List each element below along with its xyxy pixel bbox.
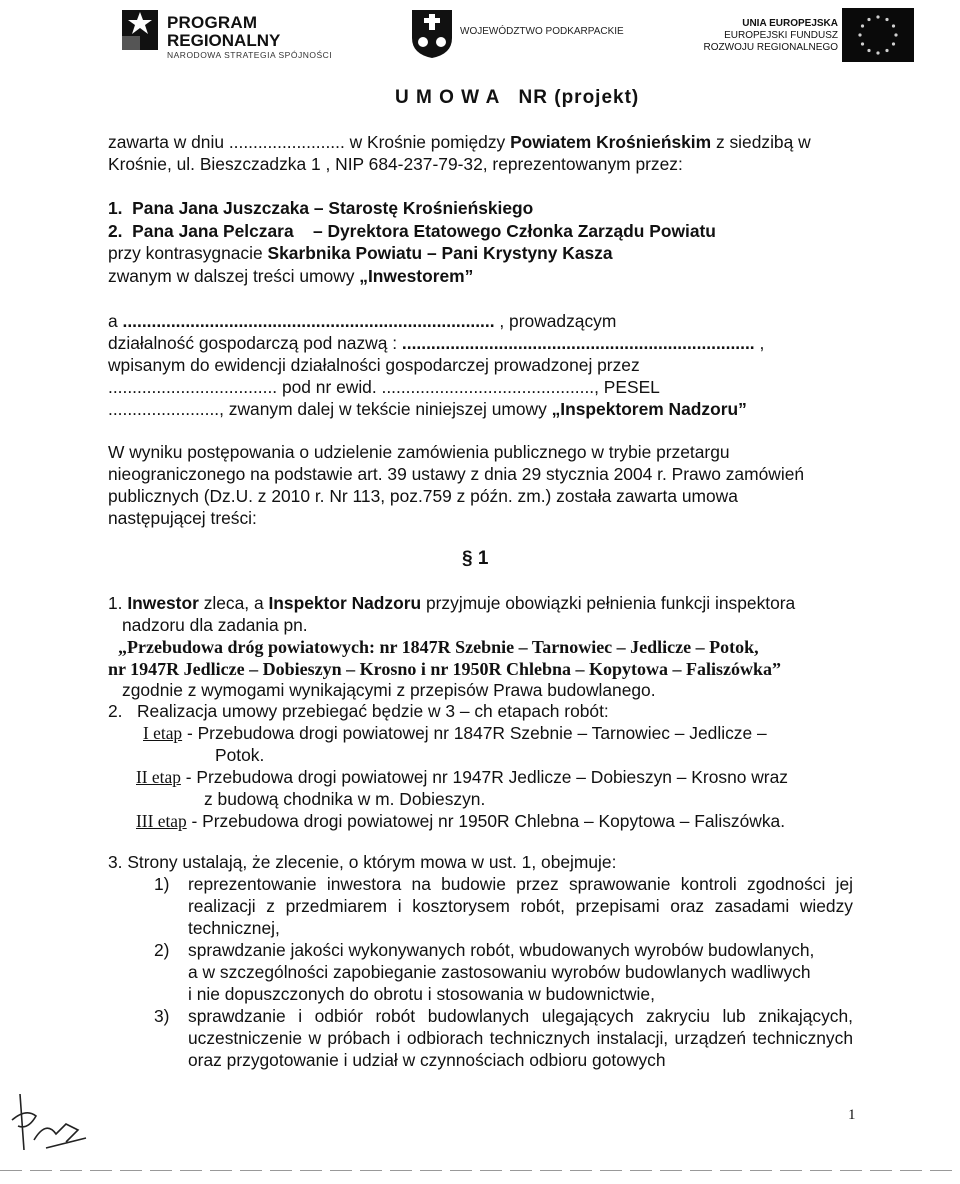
treasurer-name: Skarbnika Powiatu – Pani Krystyny Kasza (267, 243, 613, 263)
comma: , (754, 333, 765, 353)
page-bottom-border (0, 1170, 960, 1171)
stage-2-continuation: z budową chodnika w m. Dobieszyn. (204, 789, 486, 809)
point-1-text-b: przyjmuje obowiązki pełnienia funkcji inspektora (421, 593, 796, 613)
section-heading: § 1 (462, 548, 489, 569)
page-title: U M O W A NR (projekt) (395, 87, 640, 108)
basis-line-1: W wyniku postępowania o udzielenie zamówienia publicznego w trybie przetargu (108, 442, 730, 462)
point-2-line: 2. Realizacja umowy przebiegać będzie w 3 – ch etapach robót: (108, 701, 609, 721)
eu-label: UNIA EUROPEJSKA (742, 18, 838, 29)
stage-3-text: - Przebudowa drogi powiatowej nr 1950R Chlebna – Kopytowa – Faliszówka. (186, 811, 786, 831)
point-1-line-1 (108, 592, 795, 614)
contractor-line-4: ................................... pod nr ewid. ............................................, PESEL (108, 377, 660, 397)
scope-item-1: reprezentowanie inwestora na budowie przez sprawowanie kontroli zgodności jej realizacji z przedmiarem i kosztorysem robót, przepisami oraz zasadami wiedzy technicznej, (188, 874, 853, 938)
scope-item-3-number: 3) (154, 1006, 170, 1026)
investor-definition (108, 265, 473, 287)
countersign-line (108, 242, 613, 264)
stage-3-label: III etap (136, 811, 187, 831)
point-1-number: 1. (108, 593, 128, 613)
point-1-line-2: nadzoru dla zadania pn. (122, 615, 308, 635)
contractor-business-text: , prowadzącym (494, 311, 617, 331)
contractor-line-2 (108, 332, 764, 354)
point-3-line: 3. Strony ustalają, że zlecenie, o którym mowa w ust. 1, obejmuje: (108, 852, 617, 872)
stage-3 (136, 810, 785, 832)
business-name-blank: ......................................................................... (401, 333, 755, 353)
point-1-line-3: zgodnie z wymogami wynikającymi z przepisów Prawa budowlanego. (122, 680, 656, 700)
page-number: 1 (848, 1107, 856, 1123)
intro-date-text: zawarta w dniu ........................ w Krośnie pomiędzy (108, 132, 511, 152)
inspector-definition-text: ......................., zwanym dalej w tekście niniejszej umowy (108, 399, 552, 419)
investor-definition-text: zwanym w dalszej treści umowy (108, 266, 360, 286)
contractor-line-1 (108, 310, 616, 332)
stage-1 (143, 722, 767, 744)
countersign-text: przy kontrasygnacie (108, 243, 268, 263)
voivodeship-label: WOJEWÓDZTWO PODKARPACKIE (460, 26, 624, 37)
task-name-line-2: nr 1947R Jedlicze – Dobieszyn – Krosno i nr 1950R Chlebna – Kopytowa – Faliszówka” (108, 659, 782, 679)
investor-term: „Inwestorem” (359, 266, 474, 286)
scope-item-2-line-3: i nie dopuszczonych do obrotu i stosowania w budownictwie, (188, 984, 655, 1004)
eu-fund-label: EUROPEJSKI FUNDUSZ (724, 30, 838, 41)
contractor-name-blank: ............................................................................. (122, 311, 495, 331)
basis-line-2: nieograniczonego na podstawie art. 39 ustawy z dnia 29 stycznia 2004 r. Prawo zamówień (108, 464, 805, 484)
contractor-a: a (108, 311, 123, 331)
representative-1: 1. Pana Jana Juszczaka – Starostę Krośnieńskiego (108, 198, 534, 218)
stage-2-text: - Przebudowa drogi powiatowej nr 1947R Jedlicze – Dobieszyn – Krosno wraz (180, 767, 788, 787)
scope-item-3: sprawdzanie i odbiór robót budowlanych ulegających zakryciu lub znikających, uczestniczenie w próbach i odbiorach technicznych instalacji, urządzeń technicznych oraz przygotowanie i udział w czynnościach odbioru gotowych (188, 1006, 853, 1070)
stage-2 (136, 766, 788, 788)
basis-line-3: publicznych (Dz.U. z 2010 r. Nr 113, poz.759 z późn. zm.) została zawarta umowa (108, 486, 738, 506)
scope-item-2-line-1: sprawdzanie jakości wykonywanych robót, wbudowanych wyrobów budowlanych, (188, 940, 815, 960)
scope-item-1-number: 1) (154, 874, 170, 894)
inspector-term: „Inspektorem Nadzoru” (551, 399, 747, 419)
scope-item-2-line-2: a w szczególności zapobieganie zastosowaniu wyrobów budowlanych wadliwych (188, 962, 811, 982)
regionalny-label: REGIONALNY (167, 31, 281, 50)
contractor-line-3: wpisanym do ewidencji działalności gospodarczej prowadzonej przez (108, 355, 640, 375)
business-name-label: działalność gospodarczą pod nazwą : (108, 333, 402, 353)
eu-fund-label-2: ROZWOJU REGIONALNEGO (703, 42, 838, 53)
representative-2: 2. Pana Jana Pelczara – Dyrektora Etatowego Członka Zarządu Powiatu (108, 221, 716, 241)
stage-1-continuation: Potok. (215, 745, 265, 765)
task-name-line-1: „Przebudowa dróg powiatowych: nr 1847R Szebnie – Tarnowiec – Jedlicze – Potok, (118, 637, 759, 657)
stage-2-label: II etap (136, 767, 181, 787)
strategy-label: NARODOWA STRATEGIA SPÓJNOŚCI (167, 50, 333, 60)
contractor-line-5 (108, 398, 747, 420)
intro-seat-text: z siedzibą w (711, 132, 811, 152)
podkarpackie-crest-icon (410, 8, 454, 60)
initials-signature-icon (6, 1090, 90, 1154)
party-powiat: Powiatem Krośnieńskim (510, 132, 712, 152)
program-label: PROGRAM (167, 13, 258, 32)
inspector-term-2: Inspektor Nadzoru (268, 593, 422, 613)
stage-1-label: I etap (143, 723, 183, 743)
point-1-text-a: zleca, a (198, 593, 269, 613)
program-regionalny-logo-icon (118, 6, 162, 54)
investor-term-2: Inwestor (127, 593, 199, 613)
eu-flag-icon (842, 8, 914, 62)
intro-line-1 (108, 131, 811, 153)
basis-line-4: następującej treści: (108, 508, 257, 528)
scope-item-2-number: 2) (154, 940, 170, 960)
stage-1-text: - Przebudowa drogi powiatowej nr 1847R Szebnie – Tarnowiec – Jedlicze – (182, 723, 767, 743)
intro-line-2: Krośnie, ul. Bieszczadzka 1 , NIP 684-237-79-32, reprezentowanym przez: (108, 154, 683, 174)
